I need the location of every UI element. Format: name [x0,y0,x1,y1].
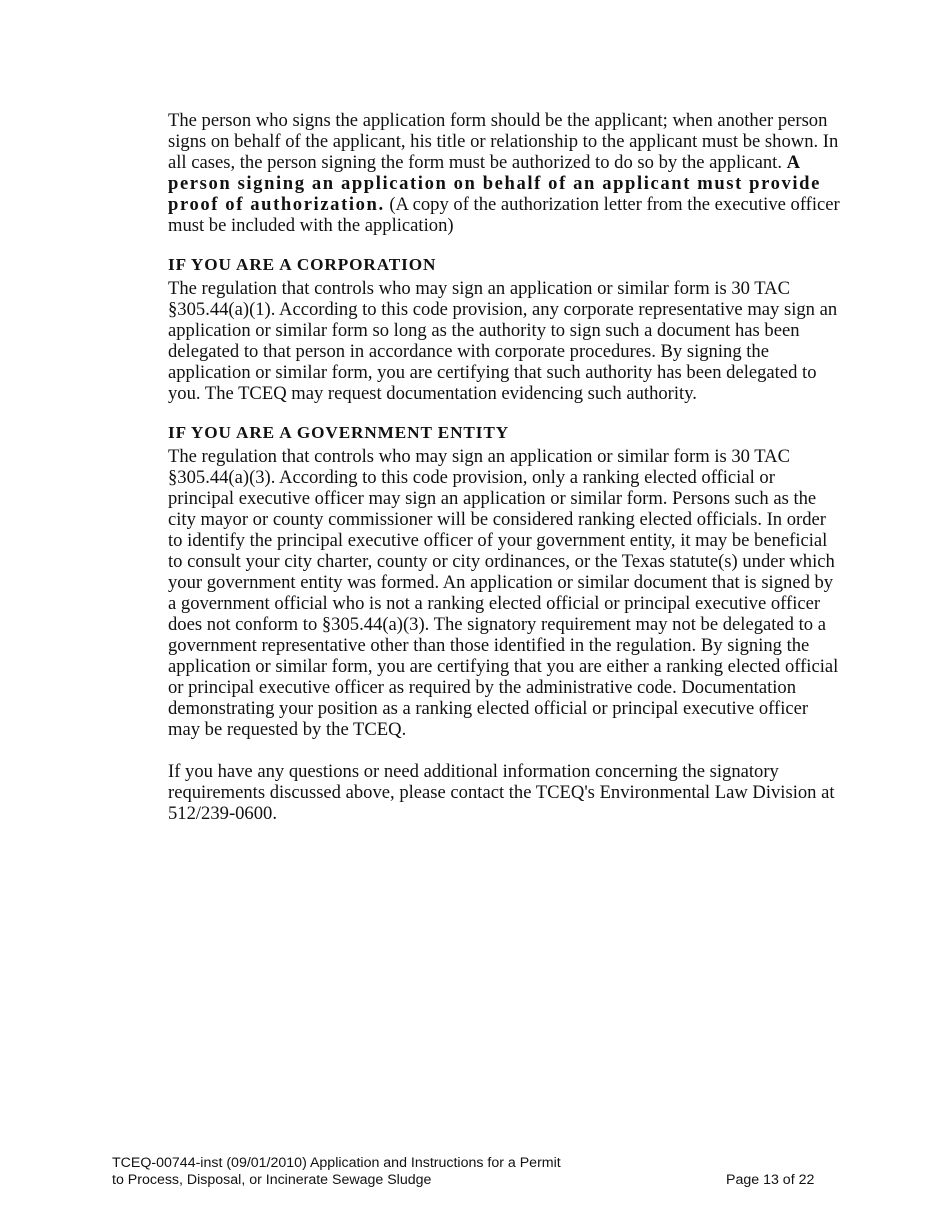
footer-line-1: TCEQ-00744-inst (09/01/2010) Application and Instructions for a Permit [112,1155,561,1171]
government-heading: IF YOU ARE A GOVERNMENT ENTITY [168,423,510,442]
intro-paragraph [168,110,843,236]
government-paragraph: The regulation that controls who may sign an application or similar form is 30 TAC §305.44(a)(3). According to this code provision, only a ranking elected official or principal executive officer may sign an application or similar form. Persons such as the city mayor or county commissioner will be considered ranking elected officials. In order to identify the principal executive officer of your government entity, it may be beneficial to consult your city charter, county or city ordinances, or the Texas statute(s) under which your government entity was formed. An application or similar document that is signed by a government official who is not a ranking elected official or principal executive officer does not conform to §305.44(a)(3). The signatory requirement may not be delegated to a government representative other than those identified in the regulation. By signing the application or similar form, you are certifying that you are either a ranking elected official or principal executive officer as required by the administrative code. Documentation demonstrating your position as a ranking elected official or principal executive officer may be requested by the TCEQ. [168,446,839,740]
contact-paragraph: If you have any questions or need additional information concerning the signatory requirements discussed above, please contact the TCEQ's Environmental Law Division at 512/239-0600. [168,761,835,824]
corporation-heading: IF YOU ARE A CORPORATION [168,255,437,274]
document-body [168,110,843,824]
intro-text-after: (A copy of the authorization letter from the executive officer must be included with the application) [168,194,840,236]
footer-line-2: to Process, Disposal, or Incinerate Sewage Sludge [112,1172,432,1188]
footer-form-id [112,1155,582,1189]
page-number: Page 13 of 22 [726,1172,815,1188]
corporation-paragraph: The regulation that controls who may sign an application or similar form is 30 TAC §305.44(a)(1). According to this code provision, any corporate representative may sign an application or similar form so long as the authority to sign such a document has been delegated to that person in accordance with corporate procedures. By signing the application or similar form, you are certifying that such authority has been delegated to you. The TCEQ may request documentation evidencing such authority. [168,278,838,404]
intro-text: The person who signs the application form should be the applicant; when another person signs on behalf of the applicant, his title or relationship to the applicant must be shown. In all cases, the person signing the form must be authorized to do so by the applicant. [168,110,839,173]
intro-bold-text: A person signing an application on behalf of an applicant must provide proof of authorization. [168,152,821,215]
